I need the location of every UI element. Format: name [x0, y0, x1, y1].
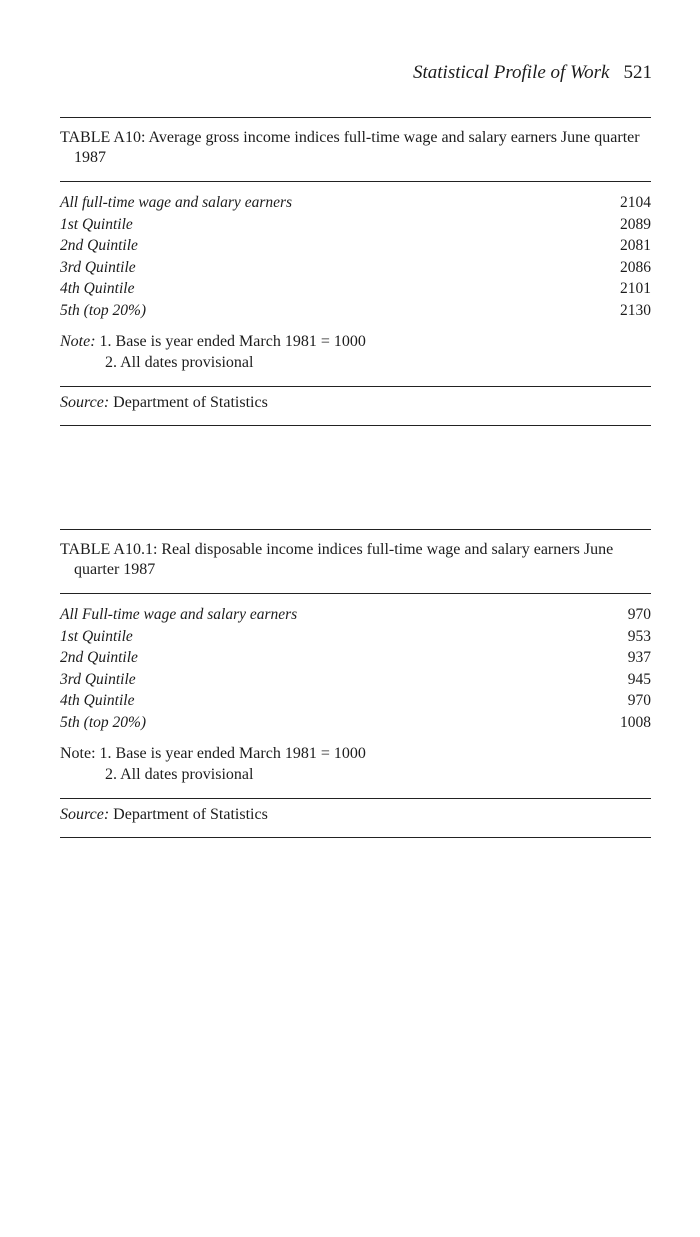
table-a10-1 — [60, 529, 651, 838]
row-value: 2089 — [620, 215, 651, 233]
row-value: 2101 — [620, 280, 651, 297]
table-body — [60, 192, 651, 321]
row-label: 5th (top 20%) — [60, 713, 147, 731]
row-value: 945 — [627, 670, 651, 688]
running-head-title: Statistical Profile of Work — [412, 62, 610, 83]
source-label: Source: — [60, 394, 110, 411]
table-row — [60, 712, 651, 734]
note-label: Note: — [60, 333, 96, 350]
row-value: 1008 — [620, 713, 651, 731]
table-bottom-rule — [60, 425, 651, 426]
row-label: 3rd Quintile — [60, 670, 136, 688]
table-top-rule — [60, 529, 651, 530]
table-body — [60, 604, 651, 733]
table-row — [60, 257, 651, 279]
table-title: TABLE A10.1: Real disposable income indices full-time wage and salary earners June quarter 1987 — [60, 541, 614, 578]
table-top-rule — [60, 117, 651, 118]
table-row — [60, 214, 651, 236]
row-value: 937 — [627, 649, 651, 666]
row-label: 2nd Quintile — [60, 237, 138, 254]
table-row — [60, 690, 651, 712]
row-label: 3rd Quintile — [60, 258, 136, 276]
note-line-1: 1. Base is year ended March 1981 = 1000 — [99, 745, 366, 762]
row-label: 2nd Quintile — [60, 649, 138, 666]
row-label: 5th (top 20%) — [60, 301, 147, 319]
note-line-2: 2. All dates provisional — [105, 766, 254, 783]
row-label: 4th Quintile — [60, 280, 135, 297]
table-header-rule — [60, 181, 651, 182]
note-line-1: 1. Base is year ended March 1981 = 1000 — [99, 333, 366, 350]
row-value: 2086 — [620, 258, 651, 276]
source-text: Department of Statistics — [113, 806, 268, 823]
table-row — [60, 647, 651, 669]
note-line-2: 2. All dates provisional — [105, 354, 254, 371]
row-label: All full-time wage and salary earners — [60, 194, 293, 211]
table-source-rule — [60, 798, 651, 799]
table-source-rule — [60, 386, 651, 387]
table-a10 — [60, 117, 651, 426]
table-row — [60, 604, 651, 626]
note-label: Note: — [60, 745, 96, 762]
source-text: Department of Statistics — [113, 394, 268, 411]
row-label: 1st Quintile — [60, 627, 133, 645]
row-value: 2081 — [620, 237, 651, 254]
row-label: 1st Quintile — [60, 215, 133, 233]
table-note — [60, 743, 651, 785]
source-label: Source: — [60, 806, 110, 823]
row-label: All Full-time wage and salary earners — [60, 606, 298, 623]
table-row — [60, 278, 651, 300]
row-value: 2104 — [620, 194, 651, 211]
table-row — [60, 192, 651, 214]
row-value: 953 — [627, 627, 651, 645]
table-bottom-rule — [60, 837, 651, 838]
table-source — [60, 393, 651, 413]
table-row — [60, 300, 651, 322]
table-row — [60, 669, 651, 691]
table-row — [60, 235, 651, 257]
page-number: 521 — [623, 62, 652, 83]
row-value: 970 — [627, 606, 651, 623]
table-row — [60, 626, 651, 648]
table-header-rule — [60, 593, 651, 594]
row-value: 970 — [627, 692, 651, 709]
row-label: 4th Quintile — [60, 692, 135, 709]
row-value: 2130 — [620, 301, 651, 319]
running-head — [413, 62, 652, 84]
table-title: TABLE A10: Average gross income indices full-time wage and salary earners June quarter 1987 — [60, 129, 640, 166]
table-source — [60, 805, 651, 825]
table-note — [60, 331, 651, 373]
